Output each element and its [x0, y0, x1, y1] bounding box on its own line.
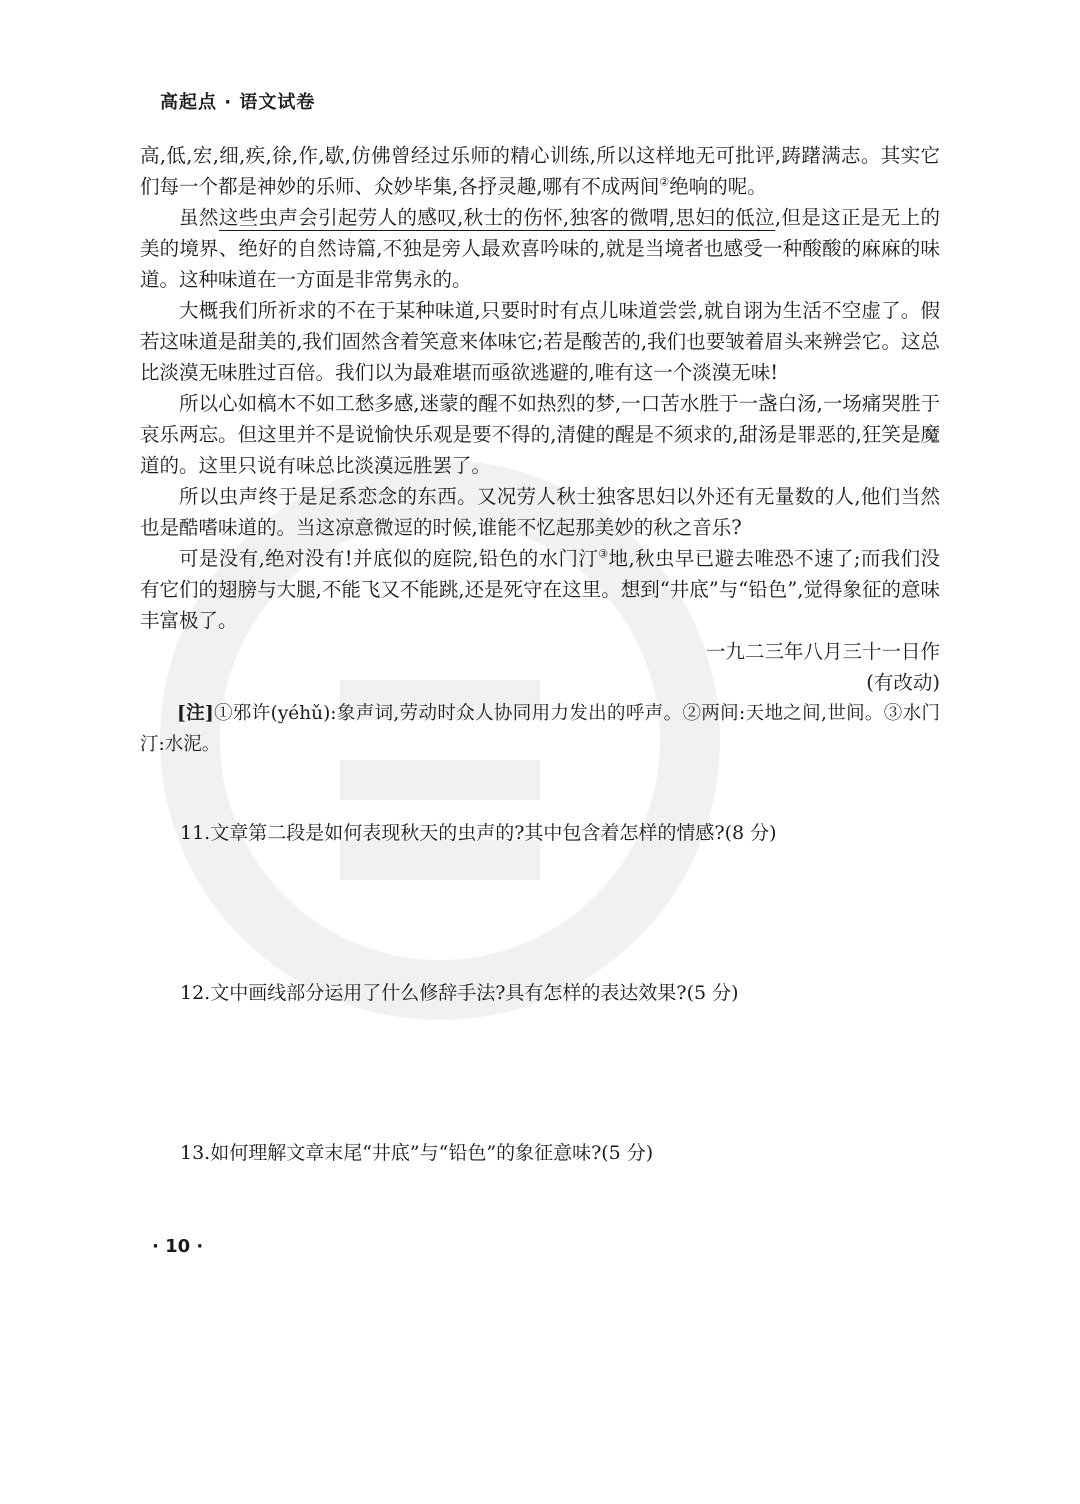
- footnote-mark-3: ③: [598, 547, 609, 561]
- footnote-mark-2: ②: [659, 175, 670, 189]
- underlined-sentence: 这些虫声会引起劳人的感叹,秋士的伤怀,独客的微喟,思妇的低泣: [218, 206, 775, 229]
- composition-date: 一九二三年八月三十一日作: [705, 640, 940, 663]
- paragraph-6: 可是没有,绝对没有!并底似的庭院,铅色的水门汀③地,秋虫早已避去唯恐不速了;而我们没有它们的翅膀与大腿,不能飞又不能跳,还是死守在这里。想到“井底”与“铅色”,觉得象征的意味丰富极了。: [140, 547, 940, 632]
- paragraph-2: 虽然这些虫声会引起劳人的感叹,秋士的伤怀,独客的微喟,思妇的低泣,但是这正是无上的美的境界、绝好的自然诗篇,不独是旁人最欢喜吟味的,就是当境者也感受一种酸酸的麻麻的味道。这种味道在一方面是非常隽永的。: [140, 206, 940, 291]
- note-label: [注]: [177, 703, 214, 724]
- page-number: · 10 ·: [152, 1236, 204, 1257]
- paragraph-3: 大概我们所祈求的不在于某种味道,只要时时有点儿味道尝尝,就自诩为生活不空虚了。假若这味道是甜美的,我们固然含着笑意来体味它;若是酸苦的,我们也要皱着眉头来辨尝它。这总比淡漠无味胜过百倍。我们以为最难堪而亟欲逃避的,唯有这一个淡漠无味!: [140, 299, 940, 384]
- question-12: 12.文中画线部分运用了什么修辞手法?具有怎样的表达效果?(5 分): [180, 982, 739, 1004]
- paragraph-5: 所以虫声终于是足系恋念的东西。又况劳人秋士独客思妇以外还有无量数的人,他们当然也是酷嗜味道的。当这凉意微逗的时候,谁能不忆起那美妙的秋之音乐?: [140, 485, 940, 539]
- paragraph-1: 高,低,宏,细,疾,徐,作,歇,仿佛曾经过乐师的精心训练,所以这样地无可批评,踌躇满志。其实它们每一个都是神妙的乐师、众妙毕集,各抒灵趣,哪有不成两间②绝响的呢。: [140, 144, 940, 198]
- paragraph-4: 所以心如槁木不如工愁多感,迷蒙的醒不如热烈的梦,一口苦水胜于一盏白汤,一场痛哭胜于哀乐两忘。但这里并不是说愉快乐观是要不得的,清健的醒是不须求的,甜汤是罪恶的,狂笑是魔道的。这里只说有味总比淡漠远胜罢了。: [140, 392, 940, 477]
- question-13: 13.如何理解文章末尾“井底”与“铅色”的象征意味?(5 分): [180, 1142, 654, 1164]
- question-11: 11.文章第二段是如何表现秋天的虫声的?其中包含着怎样的情感?(8 分): [180, 822, 777, 844]
- page-header: 高起点 · 语文试卷: [160, 92, 316, 113]
- article-body: [140, 140, 940, 760]
- adapted-note: (有改动): [866, 671, 940, 694]
- annotation: [注]①邪许(yéhǔ):象声词,劳动时众人协同用力发出的呼声。②两间:天地之间,世间。③水门汀:水泥。: [140, 703, 940, 755]
